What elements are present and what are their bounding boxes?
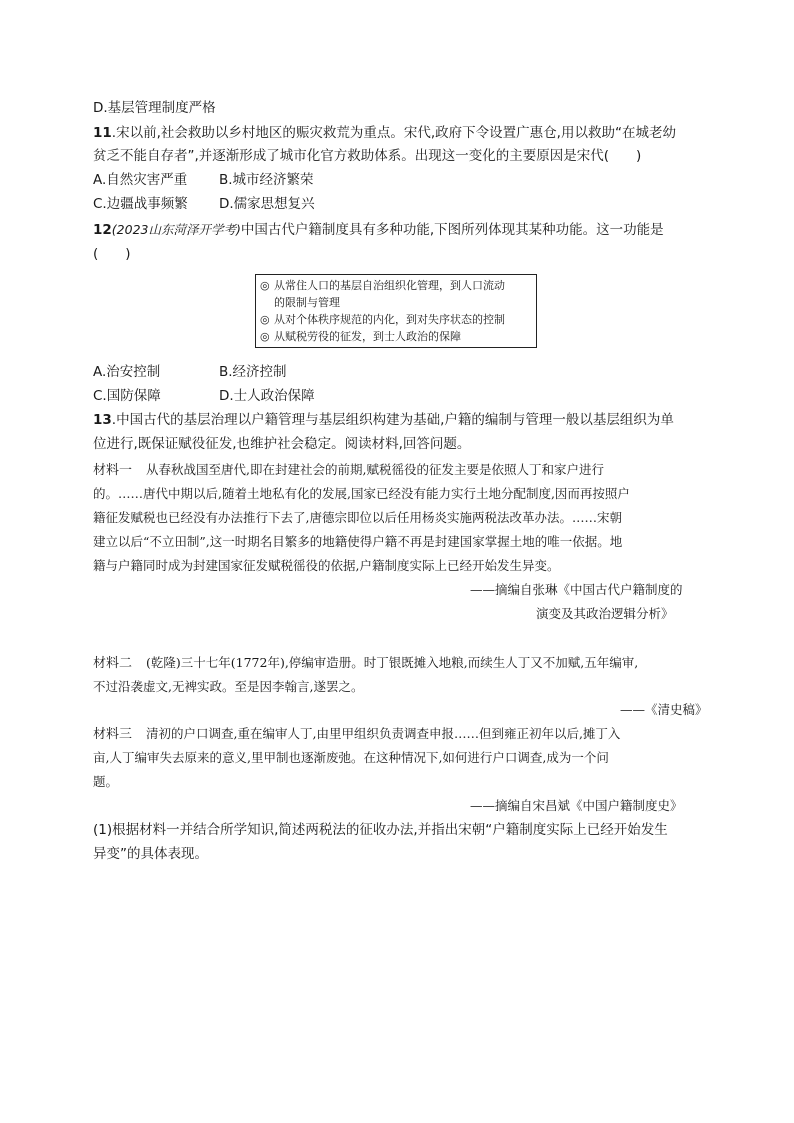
material-1-citation-line2: 演变及其政治逻辑分析》 [536,606,674,621]
q12-number: 12 [93,222,112,238]
q11-option-c: C.边疆战事频繁 [93,196,188,212]
material-2-line1 [93,653,638,674]
q13-stem-line1 [93,410,674,430]
material-2-line2: 不过沿袭虚文,无裨实政。至是因李翰言,遂罢之。 [93,679,364,694]
q11-stem-line1 [93,123,676,143]
q11-option-b: B.城市经济繁荣 [219,172,314,188]
q12-option-b: B.经济控制 [219,364,287,380]
material-3-text1: 清初的户口调查,重在编审人丁,由里甲组织负责调查申报……但到雍正初年以后,摊丁入 [146,726,621,741]
material-3-line3: 题。 [93,774,119,789]
material-1-line2: 的。……唐代中期以后,随着土地私有化的发展,国家已经没有能力实行土地分配制度,因而再按照户 [93,486,630,501]
q12-option-a: A.治安控制 [93,364,161,380]
q13-subquestion-1-line2: 异变”的具体表现。 [93,846,208,862]
q12-box-item-2 [260,311,532,328]
q10-option-d: D.基层管理制度严格 [93,100,216,116]
q13-number: 13 [93,412,112,428]
q11-option-a: A.自然灾害严重 [93,172,188,188]
material-1-citation-line1: ——摘编自张琳《中国古代户籍制度的 [470,582,683,597]
material-2-label: 材料二 [93,656,133,671]
material-2-citation: ——《清史稿》 [620,702,708,717]
q12-source: (2023山东菏泽开学考) [111,222,241,237]
q13-stem-text1: .中国古代的基层治理以户籍管理与基层组织构建为基础,户籍的编制与管理一般以基层组织为单 [111,412,674,428]
material-3-citation: ——摘编自宋昌斌《中国户籍制度史》 [470,798,683,813]
q12-stem-line1 [93,220,664,240]
q12-stem-line2: ( ) [93,246,131,262]
q12-box-item-1-line2: 的限制与管理 [274,296,340,309]
q11-stem-line2: 贫乏不能自存者”,并逐渐形成了城市化官方救助体系。出现这一变化的主要原因是宋代( ) [93,148,642,164]
q11-number: 11 [93,125,112,141]
bullet-circle-icon: ◎ [260,313,270,326]
q12-option-c: C.国防保障 [93,388,161,404]
q12-box-item-1-line1: 从常住人口的基层自治组织化管理，到人口流动 [274,279,505,292]
q12-option-d: D.士人政治保障 [219,388,315,404]
q12-box-item-1 [260,277,532,311]
q12-box-item-3 [260,328,532,345]
q12-box-item-1-text [274,277,505,311]
material-1-line3: 籍征发赋税也已经没有办法推行下去了,唐德宗即位以后任用杨炎实施两税法改革办法。……宋朝 [93,510,622,525]
material-1-text1: 从春秋战国至唐代,即在封建社会的前期,赋税徭役的征发主要是依照人丁和家户进行 [146,462,604,477]
bullet-circle-icon: ◎ [260,279,270,292]
material-2-text1: (乾隆)三十七年(1772年),停编审造册。时丁银既摊入地粮,而续生人丁又不加赋,五年编审, [146,655,639,670]
material-3-label: 材料三 [93,727,133,742]
q12-box-item-2-text: 从对个体秩序规范的内化，到对失序状态的控制 [274,313,505,326]
q12-box-item-3-text: 从赋税劳役的征发，到士人政治的保障 [274,330,461,343]
q12-function-box [255,274,537,348]
material-1-line5: 籍与户籍同时成为封建国家征发赋税徭役的依据,户籍制度实际上已经开始发生异变。 [93,558,560,573]
material-3-line2: 亩,人丁编审失去原来的意义,里甲制也逐渐废弛。在这种情况下,如何进行户口调查,成为一个问 [93,750,609,765]
q13-subquestion-1-line1: (1)根据材料一并结合所学知识,简述两税法的征收办法,并指出宋朝“户籍制度实际上已经开始发生 [93,822,668,838]
q13-stem-line2: 位进行,既保证赋役征发,也维护社会稳定。阅读材料,回答问题。 [93,436,471,452]
material-3-line1 [93,724,620,745]
bullet-circle-icon: ◎ [260,330,270,343]
material-1-line1 [93,460,604,481]
q11-stem-text1: .宋以前,社会救助以乡村地区的赈灾救荒为重点。宋代,政府下令设置广惠仓,用以救助“在城老幼 [111,125,676,141]
q11-option-d: D.儒家思想复兴 [219,196,315,212]
material-1-line4: 建立以后“不立田制”,这一时期名目繁多的地籍使得户籍不再是封建国家掌握土地的唯一依据。地 [93,534,623,549]
q12-stem-text1: 中国古代户籍制度具有多种功能,下图所列体现其某种功能。这一功能是 [240,222,664,238]
material-1-label: 材料一 [93,463,133,478]
